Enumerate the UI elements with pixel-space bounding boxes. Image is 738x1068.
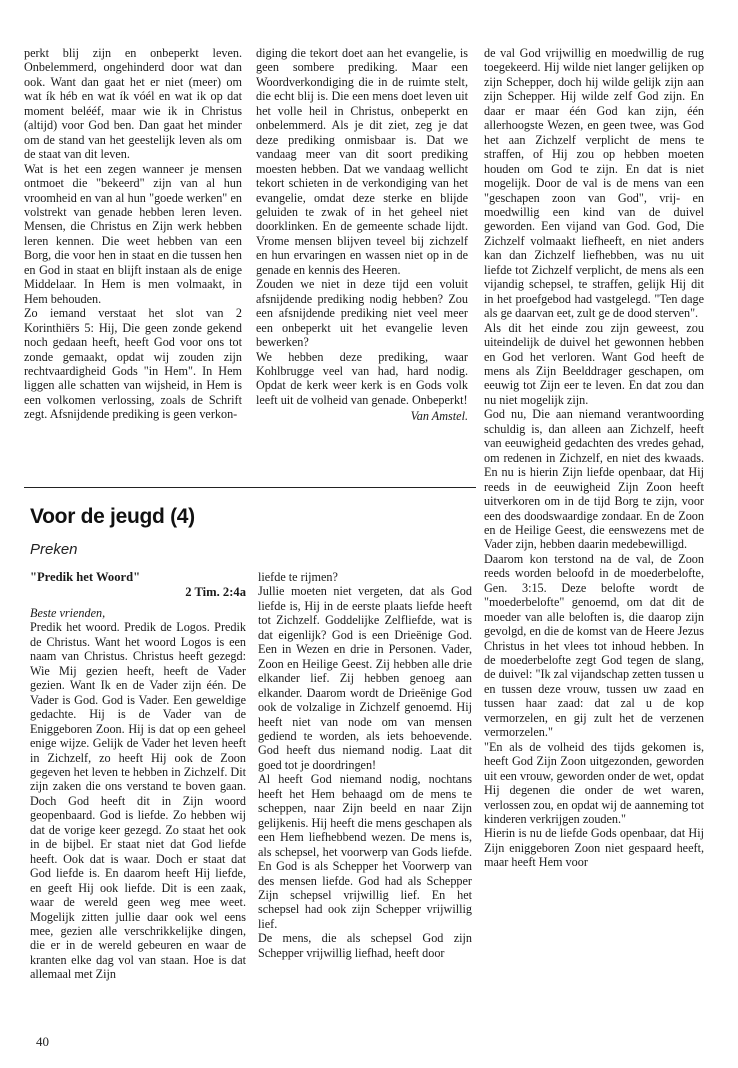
article-greeting: Beste vrienden, xyxy=(30,606,106,620)
paragraph: liefde te rijmen? xyxy=(258,570,338,584)
scripture-reference: 2 Tim. 2:4a xyxy=(185,585,246,599)
paragraph: Zouden we niet in deze tijd een voluit afsnijdende prediking nodig hebben? Zou een afsnijdende prediking niet veel meer een onbeperkt uit het evangelie leven bewerken? xyxy=(256,277,468,350)
paragraph: We hebben deze prediking, waar Kohlbrugge veel van had, hard nodig. Opdat de kerk weer kerk is en Gods volk leeft uit de volheid van genade. Onbeperkt! xyxy=(256,349,468,407)
page-number: 40 xyxy=(36,1034,49,1049)
section-divider xyxy=(24,487,476,488)
author-signature: Van Amstel. xyxy=(410,409,468,424)
section-subtitle: Preken xyxy=(30,541,78,558)
bottom-article-column-middle xyxy=(258,570,472,1044)
paragraph: Jullie moeten niet vergeten, dat als God liefde is, Hij in de eerste plaats liefde heeft tot Zichzelf. Goddelijke Zelfliefde, wat is dat eigenlijk? God is een Drieënige God. Een in Wezen en drie in Personen. Vader, Zoon en Heilige Geest. Zij hebben alle drie elkander lief. Zij hebben genoeg aan elkander. Daarom wordt de Drieënige God ook de volzalige in Zichzelf genoemd. Hij heeft niet van node om van mensen gediend te worden, als iets behoevende. God heeft dus niemand nodig. Laat dit goed tot je doordringen! xyxy=(258,584,472,772)
top-article-column-left xyxy=(24,46,242,486)
paragraph: Wat is het een zegen wanneer je mensen ontmoet die "bekeerd" zijn van al hun vroomheid en van al hun "goede werken" en volstrekt van genade hebben leren leven. Mensen, die Christus en Zijn werk hebben leren kennen. Die weet hebben van een Borg, die voor hen in staat en die tussen hen en God in staat en blijft instaan als de enige Middelaar. In Hem is men volmaakt, in Hem behouden. xyxy=(24,161,242,306)
bottom-article-column-right xyxy=(484,46,704,1046)
paragraph: de val God vrijwillig en moedwillig de rug toegekeerd. Hij wilde niet langer gelijken op zijn Schepper, doch hij wilde gelijk zijn aan zijn Schepper. Hij wilde zelf God zijn. En daar er maar één God kan zijn, één allerhoogste Wezen, en geen twee, was God het aan Zichzelf verplicht de mens te straffen, of Hij zou op hebben moeten houden om God te zijn. En dat is niet mogelijk. Door de val is de mens van een "geschapen zoon van God", vrij- en moedwillig een kind van de duivel geworden. Een vijand van God. God, Die Zichzelf volmaakt liefheeft, en niet anders kan dan Zichzelf liefhebben, was nu uit liefde tot Zichzelf verplicht, de mens als een vijandig schepsel, te straffen, gelijk Hij dit in het proefgebod had vastgelegd. "Ten dage als ge daarvan eet, zult ge de dood sterven". xyxy=(484,46,704,321)
paragraph: Als dit het einde zou zijn geweest, zou uiteindelijk de duivel het gewonnen hebben en God het verloren. Want God heeft de mens als Zijn Beelddrager geschapen, om eeuwig tot Zijn eer te leven. En dat zou dan nu niet mogelijk zijn. xyxy=(484,320,704,407)
paragraph: Predik het woord. Predik de Logos. Predik de Christus. Want het woord Logos is een naam van Christus. Christus heeft gezegd: Wie Mij gezien heeft, heeft de Vader gezien. Want Ik en de Vader zijn één. De Vader is God. God is Vader. Een geweldige gedachte. Hij is de Vader van de Eniggeboren Zoon. Hij is dat op een geheel enige wijze. Gelijk de Vader het leven heeft in Zichzelf, zo heeft Hij ook de Zoon gegeven het leven te hebben in Zichzelf. Dit zijn zaken die ons verstand te boven gaan. Doch God heeft dit in Zijn woord geopenbaard. God is liefde. Zo hebben wij dat de vorige keer gezegd. Zo staat het ook in de bijbel. Er staat niet dat God liefde heeft. Ook dat is waar. Doch er staat dat God liefde is. En daarom heeft Hij liefde, en geeft Hij ook liefde. Dit is een zaak, waar de wereld geen weg mee weet. Mogelijk zitten jullie daar ook wel eens mee, gezien alle verschrikkelijke dingen, die er in de wereld gebeuren en waar de kranten elke dag vol van staan. Hoe is dat allemaal met Zijn xyxy=(30,620,246,982)
paragraph: perkt blij zijn en onbeperkt leven. Onbelemmerd, ongehinderd door wat dan ook. Want dan gaat het er niet (meer) om wat ík héb en wat ík vóél en wat ik op dat moment belééf, maar wie ik in Christus (altijd) voor God ben. Dan gaat het minder om de stand van het geestelijk leven als om de staat van dit leven. xyxy=(24,46,242,162)
paragraph: Daarom kon terstond na de val, de Zoon reeds worden beloofd in de moederbelofte, Gen. 3:15. Deze belofte wordt de "moederbelofte" genoemd, om dat dit de moeder van alle beloften is, die daarop zijn gevolgd, en die de komst van de Heere Jezus Christus in het vlees tot inhoud hebben. In de moederbelofte zegt God tegen de slang, de duivel: "Ik zal vijandschap zetten tussen u en tussen deze vrouw, tussen uw zaad en tussen haar zaad: dat zal u de kop vermorzelen, en gij zult het de verzenen vermorzelen." xyxy=(484,551,704,740)
bottom-article-column-left xyxy=(30,606,246,1044)
paragraph: "En als de volheid des tijds gekomen is, heeft God Zijn Zoon uitgezonden, geworden uit een vrouw, geworden onder de wet, opdat Hij degenen die onder de wet waren, verlossen zou, en opdat wij de aanneming tot kinderen verkrijgen zouden." xyxy=(484,739,704,827)
top-article-column-middle xyxy=(256,46,468,486)
paragraph: Al heeft God niemand nodig, nochtans heeft het Hem behaagd om de mens te scheppen, naar Zijn beeld en naar Zijn gelijkenis. Hij heeft die mens geschapen als een Hem liefhebbend wezen. De mens is, als schepsel, het voorwerp van Gods liefde. En God is als Schepper het Voorwerp van des mensen liefde. God had als Schepper Zijn schepsel vrijwillig lief. En het schepsel had ook zijn Schepper vrijwillig lief. xyxy=(258,772,472,931)
section-title: Voor de jeugd (4) xyxy=(30,505,195,528)
paragraph: Zo iemand verstaat het slot van 2 Korinthiërs 5: Hij, Die geen zonde gekend noch gedaan heeft, heeft God voor ons tot zonde gemaakt, opdat wij zouden zijn rechtvaardigheid Gods "in Hem". In Hem liggen alle schatten van wijsheid, in Hem is een volkomen verlossing, zoals de Schrift zegt. Afsnijdende prediking is geen verkon- xyxy=(24,306,242,422)
paragraph: diging die tekort doet aan het evangelie, is geen sombere prediking. Maar een Woordverkondiging die in de ruimte stelt, die echt blij is. Die een mens doet leven uit het volle heil in Christus, onbeperkt en onbelemmerd. Als je dit ziet, zeg je dat deze prediking onmisbaar is. Dat we vandaag meer van dit soort prediking moesten hebben. Dat we vandaag wellicht tekort schieten in de verkondiging van het evangelie, omdat deze sterke en blijde geluiden te zwak of in het geheel niet doorklinken. En de gemeente schade lijdt. Vrome mensen blijven teveel bij zichzelf en hun ervaringen en wassen niet op in de genade en kennis des Heeren. xyxy=(256,46,468,277)
paragraph: Hierin is nu de liefde Gods openbaar, dat Hij Zijn eniggeboren Zoon niet gespaard heeft, maar heeft Hem voor xyxy=(484,826,704,870)
article-heading xyxy=(30,570,246,600)
paragraph: De mens, die als schepsel God zijn Schepper vrijwillig liefhad, heeft door xyxy=(258,931,472,960)
paragraph: God nu, Die aan niemand verantwoording schuldig is, dan alleen aan Zichzelf, heeft van eeuwigheid gedachten des vredes gehad, om redenen in Zichzelf, en niet des kwaads. En nu is hierin Zijn liefde openbaar, dat Hij reeds in de eeuwigheid Zijn Zoon heeft uitverkoren om in de tijd Borg te zijn, voor een des doodswaardige zondaar. En de Zoon en de Heilige Geest, die eenswezens met de Vader zijn, hebben daarin medebewilligd. xyxy=(484,407,704,552)
article-title: "Predik het Woord" xyxy=(30,570,141,584)
